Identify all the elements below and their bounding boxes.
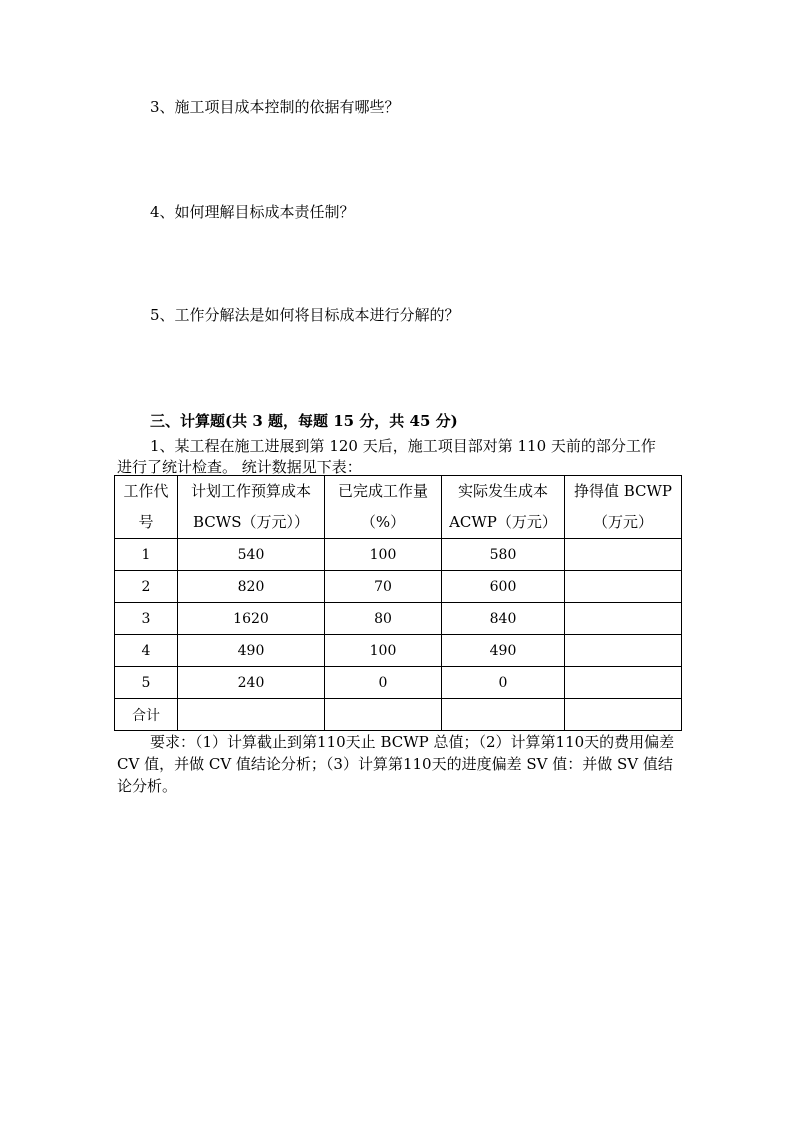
table-cell: 5	[115, 667, 178, 699]
header-cell-acwp: 实际发生成本 ACWP（万元）	[442, 476, 565, 539]
table-cell	[442, 699, 565, 731]
table-cell	[565, 539, 682, 571]
table-row	[115, 603, 682, 635]
table-row	[115, 667, 682, 699]
table-cell	[565, 635, 682, 667]
table-cell: 490	[442, 635, 565, 667]
table-cell	[325, 699, 442, 731]
table-cell: 4	[115, 635, 178, 667]
table-cell: 2	[115, 571, 178, 603]
header-cell-bcws: 计划工作预算成本 BCWS（万元））	[178, 476, 325, 539]
problem-intro-line1: 1、某工程在施工进展到第 120 天后，施工项目部对第 110 天前的部分工作	[150, 437, 656, 455]
table-cell: 1620	[178, 603, 325, 635]
table-cell: 240	[178, 667, 325, 699]
table-cell	[565, 571, 682, 603]
table-cell: 合计	[115, 699, 178, 731]
table-cell: 0	[442, 667, 565, 699]
problem-intro-line2: 进行了统计检查。 统计数据见下表：	[117, 458, 362, 476]
table-cell: 580	[442, 539, 565, 571]
table-cell: 100	[325, 635, 442, 667]
table-cell: 600	[442, 571, 565, 603]
table-row	[115, 539, 682, 571]
table-cell: 100	[325, 539, 442, 571]
header-cell-bcwp: 挣得值 BCWP （万元）	[565, 476, 682, 539]
table-cell	[565, 667, 682, 699]
question-4: 4、如何理解目标成本责任制？	[150, 203, 355, 221]
section-title: 三、计算题(共 3 题，每题 15 分，共 45 分)	[150, 412, 458, 430]
table-cell: 490	[178, 635, 325, 667]
table-cell	[178, 699, 325, 731]
table-cell: 540	[178, 539, 325, 571]
question-5: 5、工作分解法是如何将目标成本进行分解的？	[150, 306, 460, 324]
table-cell: 0	[325, 667, 442, 699]
table-cell: 840	[442, 603, 565, 635]
table-cell: 3	[115, 603, 178, 635]
table-row	[115, 571, 682, 603]
header-cell-completed: 已完成工作量 （%）	[325, 476, 442, 539]
cost-data-table	[114, 475, 682, 731]
table-cell	[565, 603, 682, 635]
table-cell: 820	[178, 571, 325, 603]
requirements-text: 要求：（1）计算截止到第110天止 BCWP 总值；（2）计算第110天的费用偏差 CV 值，并做 CV 值结论分析；（3）计算第110天的进度偏差 SV 值：并做 SV 值结论分析。	[117, 733, 675, 795]
question-3: 3、施工项目成本控制的依据有哪些？	[150, 98, 400, 116]
table-row	[115, 635, 682, 667]
table-total-row	[115, 699, 682, 731]
table-cell: 1	[115, 539, 178, 571]
table-header-row	[115, 476, 682, 539]
table-cell: 80	[325, 603, 442, 635]
table-cell	[565, 699, 682, 731]
header-cell-code: 工作代 号	[115, 476, 178, 539]
table-cell: 70	[325, 571, 442, 603]
